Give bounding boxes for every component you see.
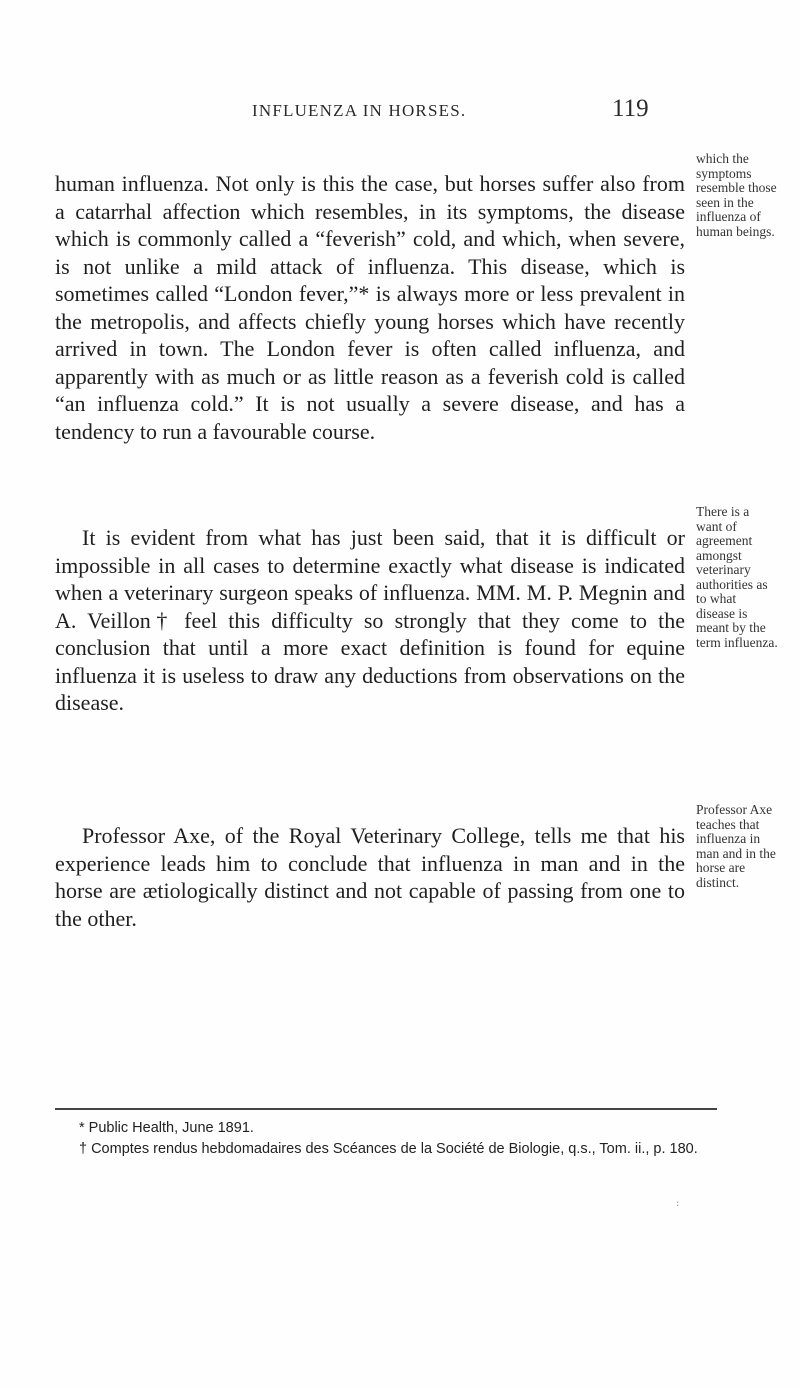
footnotes [55, 1118, 735, 1160]
margin-note-2: There is a want of agreement amongst veterinary authorities as to what disease is meant by the term influenza. [696, 504, 778, 650]
footnote-2 [55, 1139, 735, 1160]
footnote-2-text: Comptes rendus hebdomadaires des Scéances de la Société de Biologie, q.s., Tom. ii., p. 180. [91, 1141, 698, 1157]
running-head-title: INFLUENZA IN HORSES. [252, 101, 467, 120]
stray-print-mark: : [676, 1198, 680, 1209]
body-paragraph-2: It is evident from what has just been said, that it is difficult or impossible in all cases to determine exactly what disease is indicated when a veterinary surgeon speaks of influenza. MM. M. P. Megnin and A. Veillon† feel this difficulty so strongly that they come to the conclusion that until a more exact definition is found for equine influenza it is useless to draw any deductions from observations on the disease. [55, 525, 685, 715]
footnote-2-mark: † [79, 1141, 88, 1157]
page-number: 119 [612, 95, 649, 122]
body-paragraph-1: human influenza. Not only is this the case, but horses suffer also from a catarrhal affection which resembles, in its symptoms, the disease which is commonly called a “feverish” cold, and which, when severe, is not unlike a mild attack of influenza. This disease, which is sometimes called “London fever,”* is always more or less prevalent in the metropolis, and affects chiefly young horses which have recently arrived in town. The London fever is often called influenza, and apparently with as much or as little reason as a feverish cold is called “an influenza cold.” It is not usually a severe disease, and has a tendency to run a favourable course. [55, 171, 685, 444]
footnote-1 [55, 1118, 735, 1139]
footnote-1-text: Public Health, June 1891. [88, 1120, 254, 1136]
footnote-divider [55, 1108, 717, 1110]
margin-note-3: Professor Axe teaches that influenza in man and in the horse are distinct. [696, 802, 776, 890]
running-head [252, 95, 712, 129]
footnote-1-mark: * [79, 1120, 85, 1136]
margin-note-1: which the symptoms resemble those seen in the influenza of human beings. [696, 151, 777, 239]
body-paragraph-3: Professor Axe, of the Royal Veterinary College, tells me that his experience leads him to conclude that influenza in man and in the horse are ætiologically distinct and not capable of passing from one to the other. [55, 823, 685, 931]
